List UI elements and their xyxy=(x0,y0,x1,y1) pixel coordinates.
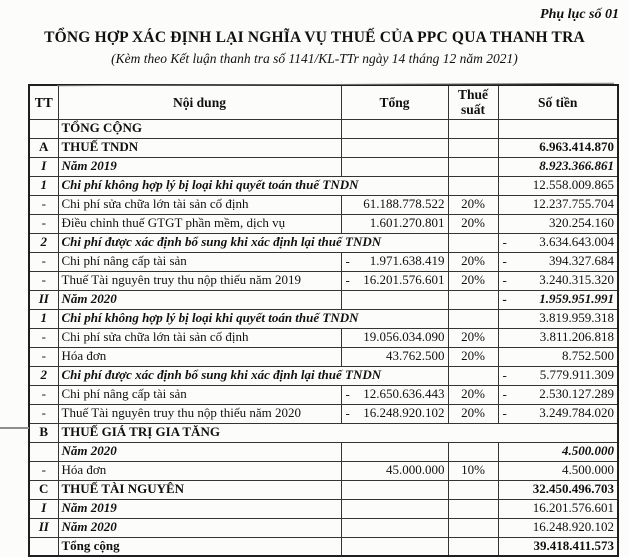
rate-cell: 20% xyxy=(448,385,498,404)
amount-cell: 8.923.366.861 xyxy=(498,157,618,176)
rate-cell xyxy=(448,233,498,252)
content-cell: Thuế Tài nguyên truy thu nộp thiếu năm 2019 xyxy=(58,271,341,290)
total-cell: 43.762.500 xyxy=(341,347,448,366)
rate-cell xyxy=(448,480,498,499)
amount-cell xyxy=(498,119,618,138)
rate-cell xyxy=(448,309,498,328)
rate-cell xyxy=(448,518,498,537)
table-row xyxy=(29,423,618,442)
table-row xyxy=(29,233,618,252)
rate-cell xyxy=(448,290,498,309)
content-cell: Năm 2019 xyxy=(58,157,341,176)
table-row xyxy=(29,290,618,309)
rate-cell: 10% xyxy=(448,461,498,480)
tt-cell: I xyxy=(29,157,58,176)
rate-cell: 20% xyxy=(448,328,498,347)
content-cell: Điều chỉnh thuế GTGT phần mềm, dịch vụ xyxy=(58,214,341,233)
tt-cell: - xyxy=(29,328,58,347)
rate-cell xyxy=(448,366,498,385)
table-row xyxy=(29,271,618,290)
tt-cell: 1 xyxy=(29,176,58,195)
content-cell: Năm 2020 xyxy=(58,518,341,537)
table-row xyxy=(29,385,618,404)
total-cell: 1.601.270.801 xyxy=(341,214,448,233)
tt-cell: II xyxy=(29,290,58,309)
header-tt: TT xyxy=(29,85,58,120)
table-row xyxy=(29,480,618,499)
amount-cell: - 3.634.643.004 xyxy=(498,233,618,252)
tt-cell xyxy=(29,119,58,138)
table-row xyxy=(29,176,618,195)
total-cell xyxy=(341,518,448,537)
amount-cell: 4.500.000 xyxy=(498,461,618,480)
total-cell xyxy=(341,290,448,309)
table-row xyxy=(29,366,618,385)
table-row xyxy=(29,214,618,233)
tt-cell: 2 xyxy=(29,233,58,252)
table-row xyxy=(29,309,618,328)
amount-cell: - 3.240.315.320 xyxy=(498,271,618,290)
header-content: Nội dung xyxy=(58,85,341,120)
tt-cell: - xyxy=(29,195,58,214)
amount-cell: 12.558.009.865 xyxy=(498,176,618,195)
content-cell: Chi phí không hợp lý bị loại khi quyết toán thuế TNDN xyxy=(58,176,448,195)
tt-cell: A xyxy=(29,138,58,157)
page-title: TỔNG HỢP XÁC ĐỊNH LẠI NGHĨA VỤ THUẾ CỦA PPC QUA THANH TRA xyxy=(44,29,585,47)
amount-cell: 3.811.206.818 xyxy=(498,328,618,347)
table-row xyxy=(29,252,618,271)
content-cell: Năm 2020 xyxy=(58,442,341,461)
table-row xyxy=(29,347,618,366)
tt-cell: 1 xyxy=(29,309,58,328)
content-cell: Năm 2020 xyxy=(58,290,341,309)
table-row xyxy=(29,499,618,518)
header-amount: Số tiền xyxy=(498,85,618,120)
total-cell xyxy=(341,138,448,157)
table-row xyxy=(29,119,618,138)
rate-cell: 20% xyxy=(448,347,498,366)
header-total: Tổng xyxy=(341,85,448,120)
total-cell: 19.056.034.090 xyxy=(341,328,448,347)
total-cell: 45.000.000 xyxy=(341,461,448,480)
total-cell xyxy=(341,499,448,518)
table-row xyxy=(29,518,618,537)
amount-cell: 8.752.500 xyxy=(498,347,618,366)
total-cell: - 12.650.636.443 xyxy=(341,385,448,404)
total-cell xyxy=(341,537,448,556)
amount-cell: 32.450.496.703 xyxy=(498,480,618,499)
content-cell: THUẾ TÀI NGUYÊN xyxy=(58,480,341,499)
table-row xyxy=(29,537,618,556)
tt-cell: - xyxy=(29,252,58,271)
tt-cell xyxy=(29,537,58,556)
tax-summary-table xyxy=(28,84,619,557)
rate-cell: 20% xyxy=(448,271,498,290)
amount-cell: 3.819.959.318 xyxy=(498,309,618,328)
rate-cell: 20% xyxy=(448,214,498,233)
rate-cell: 20% xyxy=(448,195,498,214)
content-cell: Chi phí không hợp lý bị loại khi quyết toán thuế TNDN xyxy=(58,309,448,328)
tt-cell: - xyxy=(29,461,58,480)
amount-cell: - 5.779.911.309 xyxy=(498,366,618,385)
content-cell: Thuế Tài nguyên truy thu nộp thiếu năm 2020 xyxy=(58,404,341,423)
total-cell xyxy=(341,119,448,138)
rate-cell: 20% xyxy=(448,404,498,423)
rate-cell: 20% xyxy=(448,252,498,271)
table-row xyxy=(29,328,618,347)
tt-cell: 2 xyxy=(29,366,58,385)
tt-cell: C xyxy=(29,480,58,499)
tt-cell: II xyxy=(29,518,58,537)
amount-cell: 16.201.576.601 xyxy=(498,499,618,518)
content-cell: Chi phí sửa chữa lớn tài sản cố định xyxy=(58,328,341,347)
table-row xyxy=(29,442,618,461)
total-cell: - 1.971.638.419 xyxy=(341,252,448,271)
table-row xyxy=(29,195,618,214)
amount-cell: - 1.959.951.991 xyxy=(498,290,618,309)
tt-cell: I xyxy=(29,499,58,518)
amount-cell: - 2.530.127.289 xyxy=(498,385,618,404)
total-cell xyxy=(341,480,448,499)
rate-cell xyxy=(448,119,498,138)
content-cell: Chi phí sửa chữa lớn tài sản cố định xyxy=(58,195,341,214)
amount-cell: - 394.327.684 xyxy=(498,252,618,271)
total-cell: 61.188.778.522 xyxy=(341,195,448,214)
content-cell: Chi phí nâng cấp tài sản xyxy=(58,252,341,271)
amount-cell: 320.254.160 xyxy=(498,214,618,233)
content-cell: Chi phí được xác định bổ sung khi xác định lại thuế TNDN xyxy=(58,233,448,252)
tt-cell xyxy=(29,442,58,461)
content-cell: THUẾ TNDN xyxy=(58,138,341,157)
content-cell: TỔNG CỘNG xyxy=(58,119,341,138)
total-cell xyxy=(341,442,448,461)
content-cell: Hóa đơn xyxy=(58,347,341,366)
amount-cell: - 3.249.784.020 xyxy=(498,404,618,423)
content-cell: Chi phí được xác định bổ sung khi xác định lại thuế TNDN xyxy=(58,366,448,385)
amount-cell: 4.500.000 xyxy=(498,442,618,461)
tt-cell: - xyxy=(29,271,58,290)
content-cell: Chi phí nâng cấp tài sản xyxy=(58,385,341,404)
tt-cell: - xyxy=(29,214,58,233)
amount-cell: 39.418.411.573 xyxy=(498,537,618,556)
total-cell xyxy=(341,157,448,176)
tax-table-body xyxy=(29,119,618,556)
content-cell: Hóa đơn xyxy=(58,461,341,480)
tt-cell: - xyxy=(29,385,58,404)
rate-cell xyxy=(448,157,498,176)
rate-cell xyxy=(448,176,498,195)
tt-cell: - xyxy=(29,347,58,366)
content-cell: Tổng cộng xyxy=(58,537,341,556)
rate-cell xyxy=(448,499,498,518)
rate-cell xyxy=(448,138,498,157)
scan-artifact-dash xyxy=(0,427,29,429)
amount-cell: 16.248.920.102 xyxy=(498,518,618,537)
tt-cell: - xyxy=(29,404,58,423)
table-header xyxy=(29,85,618,120)
table-row xyxy=(29,157,618,176)
table-row xyxy=(29,138,618,157)
tt-cell: B xyxy=(29,423,58,442)
table-row xyxy=(29,461,618,480)
header-rate: Thuế suất xyxy=(448,85,498,120)
amount-cell: 12.237.755.704 xyxy=(498,195,618,214)
content-cell: Năm 2019 xyxy=(58,499,341,518)
rate-cell xyxy=(448,537,498,556)
content-cell: THUẾ GIÁ TRỊ GIA TĂNG xyxy=(58,423,618,442)
header-row xyxy=(29,85,618,120)
amount-cell: 6.963.414.870 xyxy=(498,138,618,157)
page-subtitle: (Kèm theo Kết luận thanh tra số 1141/KL-TTr ngày 14 tháng 12 năm 2021) xyxy=(111,50,518,66)
appendix-label: Phụ lục số 01 xyxy=(540,7,619,22)
table-row xyxy=(29,404,618,423)
total-cell: - 16.248.920.102 xyxy=(341,404,448,423)
document-header xyxy=(0,0,629,67)
total-cell: - 16.201.576.601 xyxy=(341,271,448,290)
rate-cell xyxy=(448,442,498,461)
